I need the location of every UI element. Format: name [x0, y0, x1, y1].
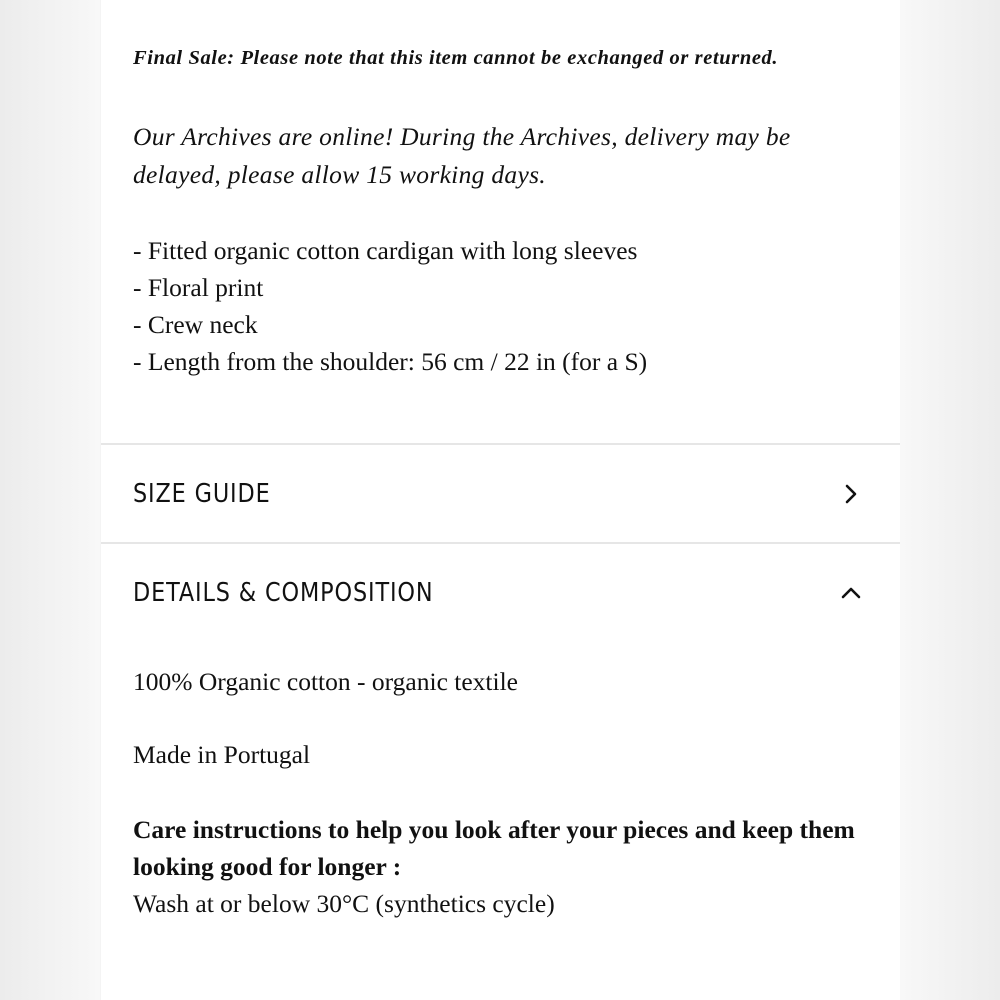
details-composition-accordion[interactable] [101, 545, 900, 641]
feature-item: - Fitted organic cotton cardigan with long sleeves [133, 236, 638, 265]
divider [101, 443, 900, 445]
care-instruction-line: Wash at or below 30°C (synthetics cycle) [133, 889, 555, 918]
feature-item: - Floral print [133, 273, 264, 302]
feature-item: - Length from the shoulder: 56 cm / 22 in (for a S) [133, 347, 648, 376]
final-sale-notice: Final Sale: Please note that this item cannot be exchanged or returned. [133, 47, 779, 69]
page-background-right [900, 0, 1000, 1000]
product-description-panel[interactable] [101, 0, 900, 1000]
composition-text: 100% Organic cotton - organic textile [133, 667, 518, 696]
size-guide-accordion[interactable] [101, 446, 900, 542]
care-instructions-heading: Care instructions to help you look after your pieces and keep them looking good for longer : [133, 815, 855, 881]
chevron-right-icon[interactable] [839, 482, 863, 506]
page-background-left [0, 0, 100, 1000]
size-guide-title: SIZE GUIDE [133, 479, 271, 509]
feature-list [133, 232, 647, 380]
chevron-up-icon[interactable] [839, 581, 863, 605]
details-composition-title: DETAILS & COMPOSITION [133, 578, 434, 608]
origin-text: Made in Portugal [133, 740, 311, 769]
feature-item: - Crew neck [133, 310, 258, 339]
divider [101, 542, 900, 544]
archives-delivery-notice: Our Archives are online! During the Archives, delivery may be delayed, please allow 15 working days. [133, 122, 791, 189]
